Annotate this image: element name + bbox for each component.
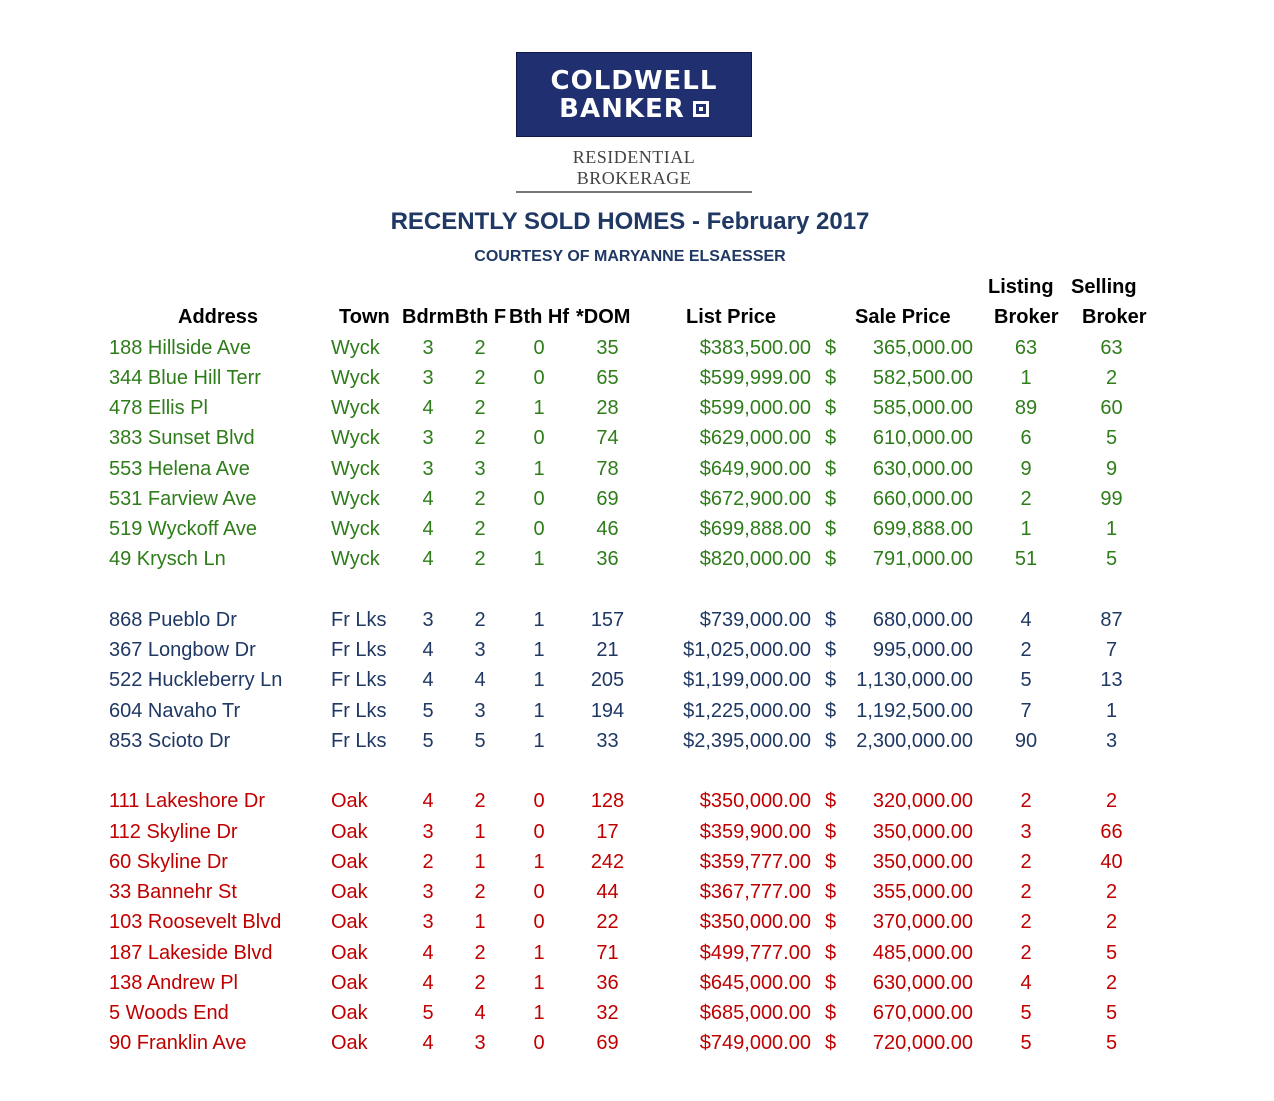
cell-dom: 74 bbox=[596, 427, 619, 449]
cell-bth-f: 2 bbox=[474, 397, 486, 419]
cell-listing-broker: 2 bbox=[1020, 488, 1032, 510]
cell-list-price: $672,900.00 bbox=[699, 488, 811, 510]
page-subtitle: COURTESY OF MARYANNE ELSAESSER bbox=[474, 248, 786, 265]
table-row bbox=[0, 911, 1274, 941]
cell-list-price: $685,000.00 bbox=[699, 1002, 811, 1024]
cell-town: Oak bbox=[331, 942, 368, 964]
cell-bth-f: 4 bbox=[474, 669, 486, 691]
cell-address: 138 Andrew Pl bbox=[109, 972, 238, 994]
cell-list-price: $599,999.00 bbox=[699, 367, 811, 389]
cell-dom: 128 bbox=[590, 790, 625, 812]
cell-bth-hf: 1 bbox=[533, 548, 545, 570]
cell-dom: 33 bbox=[596, 730, 619, 752]
table-row bbox=[0, 639, 1274, 669]
cell-bdrm: 3 bbox=[422, 458, 434, 480]
cell-address: 187 Lakeside Blvd bbox=[109, 942, 273, 964]
cell-listing-broker: 4 bbox=[1020, 609, 1032, 631]
cell-list-price: $645,000.00 bbox=[699, 972, 811, 994]
table-row bbox=[0, 821, 1274, 851]
cell-sale-dollar: $ bbox=[825, 548, 837, 570]
cell-selling-broker: 7 bbox=[1105, 639, 1118, 661]
cell-bdrm: 4 bbox=[422, 518, 434, 540]
cell-sale-price: 630,000.00 bbox=[872, 458, 973, 480]
cell-selling-broker: 66 bbox=[1100, 821, 1123, 843]
header-town: Town bbox=[339, 306, 390, 328]
cell-bdrm: 3 bbox=[422, 367, 434, 389]
cell-listing-broker: 2 bbox=[1020, 851, 1032, 873]
cell-list-price: $739,000.00 bbox=[699, 609, 811, 631]
cell-sale-price: 1,192,500.00 bbox=[856, 700, 973, 722]
cell-dom: 78 bbox=[596, 458, 619, 480]
cell-sale-dollar: $ bbox=[825, 700, 837, 722]
cell-bth-hf: 1 bbox=[533, 639, 545, 661]
cell-sale-price: 582,500.00 bbox=[872, 367, 973, 389]
cell-bdrm: 4 bbox=[422, 1032, 434, 1054]
cell-sale-price: 680,000.00 bbox=[872, 609, 973, 631]
cell-selling-broker: 2 bbox=[1105, 972, 1118, 994]
cell-selling-broker: 5 bbox=[1105, 1032, 1118, 1054]
cell-selling-broker: 2 bbox=[1105, 911, 1118, 933]
cell-sale-dollar: $ bbox=[825, 337, 837, 359]
cell-address: 531 Farview Ave bbox=[109, 488, 257, 510]
cell-listing-broker: 63 bbox=[1014, 337, 1038, 359]
cell-sale-price: 350,000.00 bbox=[872, 821, 973, 843]
cell-sale-price: 485,000.00 bbox=[872, 942, 973, 964]
cell-bth-hf: 0 bbox=[533, 821, 545, 843]
header-bth-f: Bth F bbox=[455, 306, 507, 328]
logo-line2-wrap bbox=[559, 93, 709, 124]
cell-town: Oak bbox=[331, 972, 368, 994]
cell-sale-price: 670,000.00 bbox=[872, 1002, 973, 1024]
cell-bdrm: 3 bbox=[422, 881, 434, 903]
cell-selling-broker: 5 bbox=[1105, 942, 1118, 964]
cell-selling-broker: 5 bbox=[1105, 1002, 1118, 1024]
cell-listing-broker: 6 bbox=[1020, 427, 1032, 449]
cell-listing-broker: 1 bbox=[1020, 367, 1032, 389]
cell-selling-broker: 1 bbox=[1105, 518, 1118, 540]
cell-listing-broker: 2 bbox=[1020, 639, 1032, 661]
cell-bth-f: 2 bbox=[474, 367, 486, 389]
cell-town: Oak bbox=[331, 851, 368, 873]
logo-square-icon bbox=[693, 101, 709, 117]
cell-bth-hf: 1 bbox=[533, 397, 545, 419]
table-row bbox=[0, 942, 1274, 972]
cell-list-price: $1,199,000.00 bbox=[683, 669, 811, 691]
cell-bdrm: 5 bbox=[422, 700, 434, 722]
cell-list-price: $820,000.00 bbox=[699, 548, 811, 570]
cell-sale-dollar: $ bbox=[825, 639, 837, 661]
cell-list-price: $629,000.00 bbox=[699, 427, 811, 449]
cell-sale-dollar: $ bbox=[825, 397, 837, 419]
cell-address: 5 Woods End bbox=[109, 1002, 229, 1024]
cell-dom: 205 bbox=[590, 669, 625, 691]
cell-bdrm: 3 bbox=[422, 427, 434, 449]
cell-listing-broker: 4 bbox=[1020, 972, 1032, 994]
cell-list-price: $749,000.00 bbox=[699, 1032, 811, 1054]
cell-bth-hf: 0 bbox=[533, 337, 545, 359]
cell-sale-dollar: $ bbox=[825, 458, 837, 480]
cell-listing-broker: 5 bbox=[1020, 669, 1032, 691]
cell-dom: 194 bbox=[590, 700, 625, 722]
cell-address: 90 Franklin Ave bbox=[109, 1032, 247, 1054]
cell-bth-f: 2 bbox=[474, 972, 486, 994]
cell-town: Oak bbox=[331, 821, 368, 843]
cell-listing-broker: 2 bbox=[1020, 911, 1032, 933]
cell-address: 344 Blue Hill Terr bbox=[109, 367, 261, 389]
cell-listing-broker: 5 bbox=[1020, 1032, 1032, 1054]
cell-bth-hf: 0 bbox=[533, 518, 545, 540]
table-row bbox=[0, 397, 1274, 427]
logo-line1: COLDWELL bbox=[550, 65, 718, 96]
cell-listing-broker: 7 bbox=[1020, 700, 1032, 722]
cell-list-price: $359,777.00 bbox=[699, 851, 811, 873]
cell-address: 111 Lakeshore Dr bbox=[109, 790, 266, 812]
cell-selling-broker: 60 bbox=[1100, 397, 1123, 419]
cell-town: Wyck bbox=[331, 367, 380, 389]
table-row bbox=[0, 337, 1274, 367]
cell-listing-broker: 2 bbox=[1020, 942, 1032, 964]
table-row bbox=[0, 790, 1274, 820]
cell-bdrm: 4 bbox=[422, 942, 434, 964]
cell-sale-price: 995,000.00 bbox=[872, 639, 973, 661]
cell-address: 49 Krysch Ln bbox=[109, 548, 226, 570]
cell-bth-hf: 0 bbox=[533, 427, 545, 449]
header-list-price: List Price bbox=[686, 306, 777, 328]
cell-selling-broker: 3 bbox=[1105, 730, 1118, 752]
cell-town: Wyck bbox=[331, 337, 380, 359]
cell-sale-dollar: $ bbox=[825, 518, 837, 540]
table-row bbox=[0, 1032, 1274, 1062]
table-row bbox=[0, 518, 1274, 548]
cell-bdrm: 3 bbox=[422, 337, 434, 359]
cell-sale-dollar: $ bbox=[825, 821, 837, 843]
cell-list-price: $383,500.00 bbox=[699, 337, 811, 359]
page-title: RECENTLY SOLD HOMES - February 2017 bbox=[390, 208, 870, 235]
cell-bth-hf: 0 bbox=[533, 367, 545, 389]
cell-sale-price: 2,300,000.00 bbox=[856, 730, 973, 752]
cell-bdrm: 3 bbox=[422, 821, 434, 843]
cell-bth-f: 5 bbox=[474, 730, 486, 752]
cell-bdrm: 4 bbox=[422, 669, 434, 691]
cell-bdrm: 4 bbox=[422, 790, 434, 812]
cell-sale-price: 699,888.00 bbox=[872, 518, 973, 540]
cell-listing-broker: 51 bbox=[1014, 548, 1038, 570]
cell-dom: 36 bbox=[596, 972, 619, 994]
cell-bth-hf: 0 bbox=[533, 488, 545, 510]
cell-town: Fr Lks bbox=[331, 730, 387, 752]
cell-sale-price: 585,000.00 bbox=[872, 397, 973, 419]
table-row bbox=[0, 1002, 1274, 1032]
cell-bth-hf: 1 bbox=[533, 851, 545, 873]
cell-selling-broker: 2 bbox=[1105, 790, 1118, 812]
cell-town: Fr Lks bbox=[331, 639, 387, 661]
cell-address: 367 Longbow Dr bbox=[109, 639, 256, 661]
cell-listing-broker: 89 bbox=[1014, 397, 1038, 419]
logo-line2: BANKER bbox=[559, 93, 685, 124]
cell-bth-f: 2 bbox=[474, 790, 486, 812]
cell-town: Wyck bbox=[331, 518, 380, 540]
cell-bth-f: 2 bbox=[474, 609, 486, 631]
cell-sale-price: 791,000.00 bbox=[872, 548, 973, 570]
cell-bth-hf: 1 bbox=[533, 700, 545, 722]
cell-sale-dollar: $ bbox=[825, 367, 837, 389]
cell-bth-f: 2 bbox=[474, 337, 486, 359]
header-listing-top: Listing bbox=[988, 276, 1054, 298]
cell-sale-dollar: $ bbox=[825, 609, 837, 631]
cell-address: 60 Skyline Dr bbox=[109, 851, 228, 873]
cell-sale-price: 630,000.00 bbox=[872, 972, 973, 994]
cell-selling-broker: 1 bbox=[1105, 700, 1118, 722]
cell-listing-broker: 90 bbox=[1014, 730, 1038, 752]
cell-list-price: $649,900.00 bbox=[699, 458, 811, 480]
cell-bth-f: 3 bbox=[474, 1032, 486, 1054]
cell-sale-price: 350,000.00 bbox=[872, 851, 973, 873]
cell-bth-f: 2 bbox=[474, 518, 486, 540]
cell-bdrm: 4 bbox=[422, 548, 434, 570]
cell-town: Oak bbox=[331, 1032, 368, 1054]
cell-address: 522 Huckleberry Ln bbox=[109, 669, 283, 691]
cell-dom: 65 bbox=[596, 367, 619, 389]
cell-dom: 69 bbox=[596, 488, 619, 510]
cell-sale-dollar: $ bbox=[825, 1032, 837, 1054]
cell-sale-dollar: $ bbox=[825, 1002, 837, 1024]
cell-sale-price: 660,000.00 bbox=[872, 488, 973, 510]
cell-bth-f: 3 bbox=[474, 458, 486, 480]
cell-town: Wyck bbox=[331, 458, 380, 480]
cell-address: 868 Pueblo Dr bbox=[109, 609, 237, 631]
cell-sale-dollar: $ bbox=[825, 972, 837, 994]
cell-dom: 35 bbox=[596, 337, 619, 359]
table-row bbox=[0, 881, 1274, 911]
cell-bth-hf: 1 bbox=[533, 669, 545, 691]
cell-address: 383 Sunset Blvd bbox=[109, 427, 255, 449]
cell-bth-f: 1 bbox=[474, 851, 486, 873]
table-row bbox=[0, 972, 1274, 1002]
cell-selling-broker: 5 bbox=[1105, 427, 1118, 449]
cell-sale-dollar: $ bbox=[825, 942, 837, 964]
cell-sale-price: 320,000.00 bbox=[872, 790, 973, 812]
cell-list-price: $359,900.00 bbox=[699, 821, 811, 843]
cell-town: Wyck bbox=[331, 488, 380, 510]
cell-bth-hf: 1 bbox=[533, 609, 545, 631]
cell-town: Oak bbox=[331, 790, 368, 812]
cell-bdrm: 5 bbox=[422, 1002, 434, 1024]
header-address: Address bbox=[178, 306, 259, 328]
cell-bth-f: 3 bbox=[474, 639, 486, 661]
cell-address: 188 Hillside Ave bbox=[109, 337, 251, 359]
cell-list-price: $1,025,000.00 bbox=[683, 639, 811, 661]
cell-bth-f: 3 bbox=[474, 700, 486, 722]
cell-address: 604 Navaho Tr bbox=[109, 700, 241, 722]
cell-address: 103 Roosevelt Blvd bbox=[109, 911, 282, 933]
cell-dom: 69 bbox=[596, 1032, 619, 1054]
cell-dom: 21 bbox=[596, 639, 619, 661]
table-row bbox=[0, 730, 1274, 760]
cell-bth-f: 2 bbox=[474, 942, 486, 964]
cell-address: 553 Helena Ave bbox=[109, 458, 250, 480]
cell-sale-dollar: $ bbox=[825, 427, 837, 449]
cell-bth-hf: 1 bbox=[533, 1002, 545, 1024]
logo bbox=[516, 52, 756, 193]
table-row bbox=[0, 609, 1274, 639]
cell-bth-hf: 1 bbox=[533, 458, 545, 480]
cell-bth-hf: 0 bbox=[533, 881, 545, 903]
cell-sale-price: 365,000.00 bbox=[872, 337, 973, 359]
cell-town: Oak bbox=[331, 911, 368, 933]
header-selling-top: Selling bbox=[1071, 276, 1137, 298]
cell-bth-f: 2 bbox=[474, 488, 486, 510]
cell-selling-broker: 87 bbox=[1100, 609, 1123, 631]
cell-town: Wyck bbox=[331, 548, 380, 570]
cell-sale-dollar: $ bbox=[825, 881, 837, 903]
table-row bbox=[0, 488, 1274, 518]
cell-sale-dollar: $ bbox=[825, 669, 837, 691]
table-row bbox=[0, 458, 1274, 488]
cell-selling-broker: 5 bbox=[1105, 548, 1118, 570]
cell-sale-price: 370,000.00 bbox=[872, 911, 973, 933]
cell-dom: 242 bbox=[590, 851, 625, 873]
cell-list-price: $1,225,000.00 bbox=[683, 700, 811, 722]
cell-selling-broker: 40 bbox=[1100, 851, 1123, 873]
cell-bth-f: 4 bbox=[474, 1002, 486, 1024]
cell-dom: 44 bbox=[596, 881, 619, 903]
cell-dom: 36 bbox=[596, 548, 619, 570]
cell-listing-broker: 9 bbox=[1020, 458, 1032, 480]
cell-listing-broker: 2 bbox=[1020, 881, 1032, 903]
cell-dom: 17 bbox=[596, 821, 619, 843]
cell-town: Fr Lks bbox=[331, 609, 387, 631]
cell-address: 112 Skyline Dr bbox=[109, 821, 238, 843]
cell-selling-broker: 99 bbox=[1100, 488, 1123, 510]
cell-bth-hf: 1 bbox=[533, 942, 545, 964]
cell-bth-f: 1 bbox=[474, 821, 486, 843]
table-row bbox=[0, 700, 1274, 730]
cell-sale-price: 610,000.00 bbox=[872, 427, 973, 449]
header-sale-price: Sale Price bbox=[855, 306, 951, 328]
cell-dom: 71 bbox=[596, 942, 619, 964]
cell-selling-broker: 63 bbox=[1100, 337, 1123, 359]
logo-subtitle: RESIDENTIAL BROKERAGE bbox=[516, 147, 752, 193]
cell-town: Wyck bbox=[331, 397, 380, 419]
cell-bth-f: 2 bbox=[474, 427, 486, 449]
cell-bth-f: 2 bbox=[474, 881, 486, 903]
cell-address: 33 Bannehr St bbox=[109, 881, 237, 903]
cell-sale-dollar: $ bbox=[825, 911, 837, 933]
cell-listing-broker: 3 bbox=[1020, 821, 1032, 843]
cell-bth-hf: 1 bbox=[533, 730, 545, 752]
cell-bth-hf: 0 bbox=[533, 911, 545, 933]
cell-address: 519 Wyckoff Ave bbox=[109, 518, 258, 540]
table-row bbox=[0, 367, 1274, 397]
cell-town: Wyck bbox=[331, 427, 380, 449]
cell-sale-dollar: $ bbox=[825, 488, 837, 510]
cell-list-price: $699,888.00 bbox=[699, 518, 811, 540]
cell-list-price: $350,000.00 bbox=[699, 911, 811, 933]
cell-bdrm: 4 bbox=[422, 397, 434, 419]
cell-bdrm: 3 bbox=[422, 609, 434, 631]
header-listing-bottom: Broker bbox=[994, 306, 1059, 328]
cell-sale-dollar: $ bbox=[825, 851, 837, 873]
header-selling-bottom: Broker bbox=[1082, 306, 1147, 328]
header-dom: *DOM bbox=[576, 306, 631, 328]
cell-address: 478 Ellis Pl bbox=[109, 397, 208, 419]
cell-bth-f: 1 bbox=[474, 911, 486, 933]
cell-town: Fr Lks bbox=[331, 700, 387, 722]
header-bth-hf: Bth Hf bbox=[509, 306, 569, 328]
cell-bth-hf: 1 bbox=[533, 972, 545, 994]
cell-town: Fr Lks bbox=[331, 669, 387, 691]
cell-selling-broker: 9 bbox=[1105, 458, 1118, 480]
cell-listing-broker: 2 bbox=[1020, 790, 1032, 812]
table-row bbox=[0, 548, 1274, 578]
cell-address: 853 Scioto Dr bbox=[109, 730, 231, 752]
table-row bbox=[0, 851, 1274, 881]
table-row bbox=[0, 669, 1274, 699]
cell-bdrm: 4 bbox=[422, 639, 434, 661]
cell-sale-dollar: $ bbox=[825, 730, 837, 752]
cell-dom: 32 bbox=[596, 1002, 619, 1024]
logo-box bbox=[516, 52, 752, 137]
cell-listing-broker: 1 bbox=[1020, 518, 1032, 540]
cell-bdrm: 5 bbox=[422, 730, 434, 752]
cell-list-price: $499,777.00 bbox=[699, 942, 811, 964]
cell-sale-price: 355,000.00 bbox=[872, 881, 973, 903]
cell-selling-broker: 2 bbox=[1105, 881, 1118, 903]
cell-bth-f: 2 bbox=[474, 548, 486, 570]
cell-listing-broker: 5 bbox=[1020, 1002, 1032, 1024]
cell-sale-dollar: $ bbox=[825, 790, 837, 812]
cell-bth-hf: 0 bbox=[533, 790, 545, 812]
cell-dom: 46 bbox=[596, 518, 619, 540]
cell-selling-broker: 13 bbox=[1100, 669, 1123, 691]
cell-bdrm: 2 bbox=[422, 851, 434, 873]
cell-bdrm: 4 bbox=[422, 972, 434, 994]
cell-list-price: $2,395,000.00 bbox=[683, 730, 811, 752]
cell-town: Oak bbox=[331, 881, 368, 903]
cell-sale-price: 720,000.00 bbox=[872, 1032, 973, 1054]
cell-town: Oak bbox=[331, 1002, 368, 1024]
cell-bth-hf: 0 bbox=[533, 1032, 545, 1054]
cell-list-price: $367,777.00 bbox=[699, 881, 811, 903]
table-row bbox=[0, 427, 1274, 457]
cell-bdrm: 3 bbox=[422, 911, 434, 933]
cell-selling-broker: 2 bbox=[1105, 367, 1118, 389]
cell-list-price: $599,000.00 bbox=[699, 397, 811, 419]
cell-dom: 28 bbox=[596, 397, 619, 419]
cell-sale-price: 1,130,000.00 bbox=[856, 669, 973, 691]
cell-list-price: $350,000.00 bbox=[699, 790, 811, 812]
cell-dom: 157 bbox=[590, 609, 625, 631]
cell-bdrm: 4 bbox=[422, 488, 434, 510]
cell-dom: 22 bbox=[596, 911, 619, 933]
header-bdrm: Bdrm bbox=[402, 306, 455, 328]
